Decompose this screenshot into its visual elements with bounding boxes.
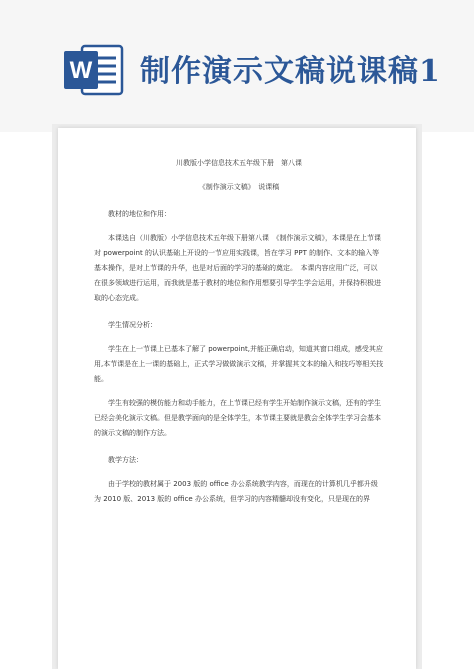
word-document-icon bbox=[62, 42, 126, 98]
section-heading-methods: 教学方法： bbox=[108, 456, 143, 464]
section-heading-material: 教材的地位和作用： bbox=[108, 210, 171, 218]
document-page bbox=[58, 128, 416, 669]
header-banner bbox=[0, 0, 474, 132]
document-body bbox=[94, 156, 384, 507]
paragraph: 学生在上一节课上已基本了解了 powerpoint,并能正确启动，知道其窗口组成，感受其应用,本节课是在上一课的基础上，正式学习做做演示文稿，并掌握其文本的输入和技巧等相关技能。 bbox=[94, 345, 384, 383]
paragraph: 由于学校的教材属于 2003 版的 office 办公系统教学内容，而现在的计算机几乎都升级为 2010 版、2013 版的 office 办公系统，但学习的内容精髓却没有变化，只是现在的界 bbox=[94, 480, 378, 503]
document-title: 制作演示文稿说课稿1 bbox=[140, 54, 441, 89]
lesson-title: 《制作演示文稿》 说课稿 bbox=[198, 183, 280, 191]
paragraph: 学生有较强的模仿能力和动手能力，在上节课已经有学生开始制作演示文稿，还有的学生已经会美化演示文稿。但是教学面向的是全体学生，本节课主要就是教会全体学生学习会基本的演示文稿的制作方法。 bbox=[94, 399, 381, 437]
svg-text:W: W bbox=[69, 57, 93, 84]
section-heading-students: 学生情况分析： bbox=[108, 321, 157, 329]
document-subtitle: 川教版小学信息技术五年级下册 第八课 bbox=[176, 159, 302, 167]
paragraph: 本课选自（川教版）小学信息技术五年级下册第八课 《制作演示文稿》，本课是在上节课对 powerpoint 的认识基础上开设的一节应用实践课，旨在学习 PPT 的制作、文本的输入等基本操作，是对上节课的升华，也是对后面的学习的基础的奠定。 本课内容应用广泛，可以在很多领域进行运用，而我就是基于教材的地位和作用想要引导学生学会运用，并保持积极进取的心态完成。 bbox=[94, 234, 381, 302]
